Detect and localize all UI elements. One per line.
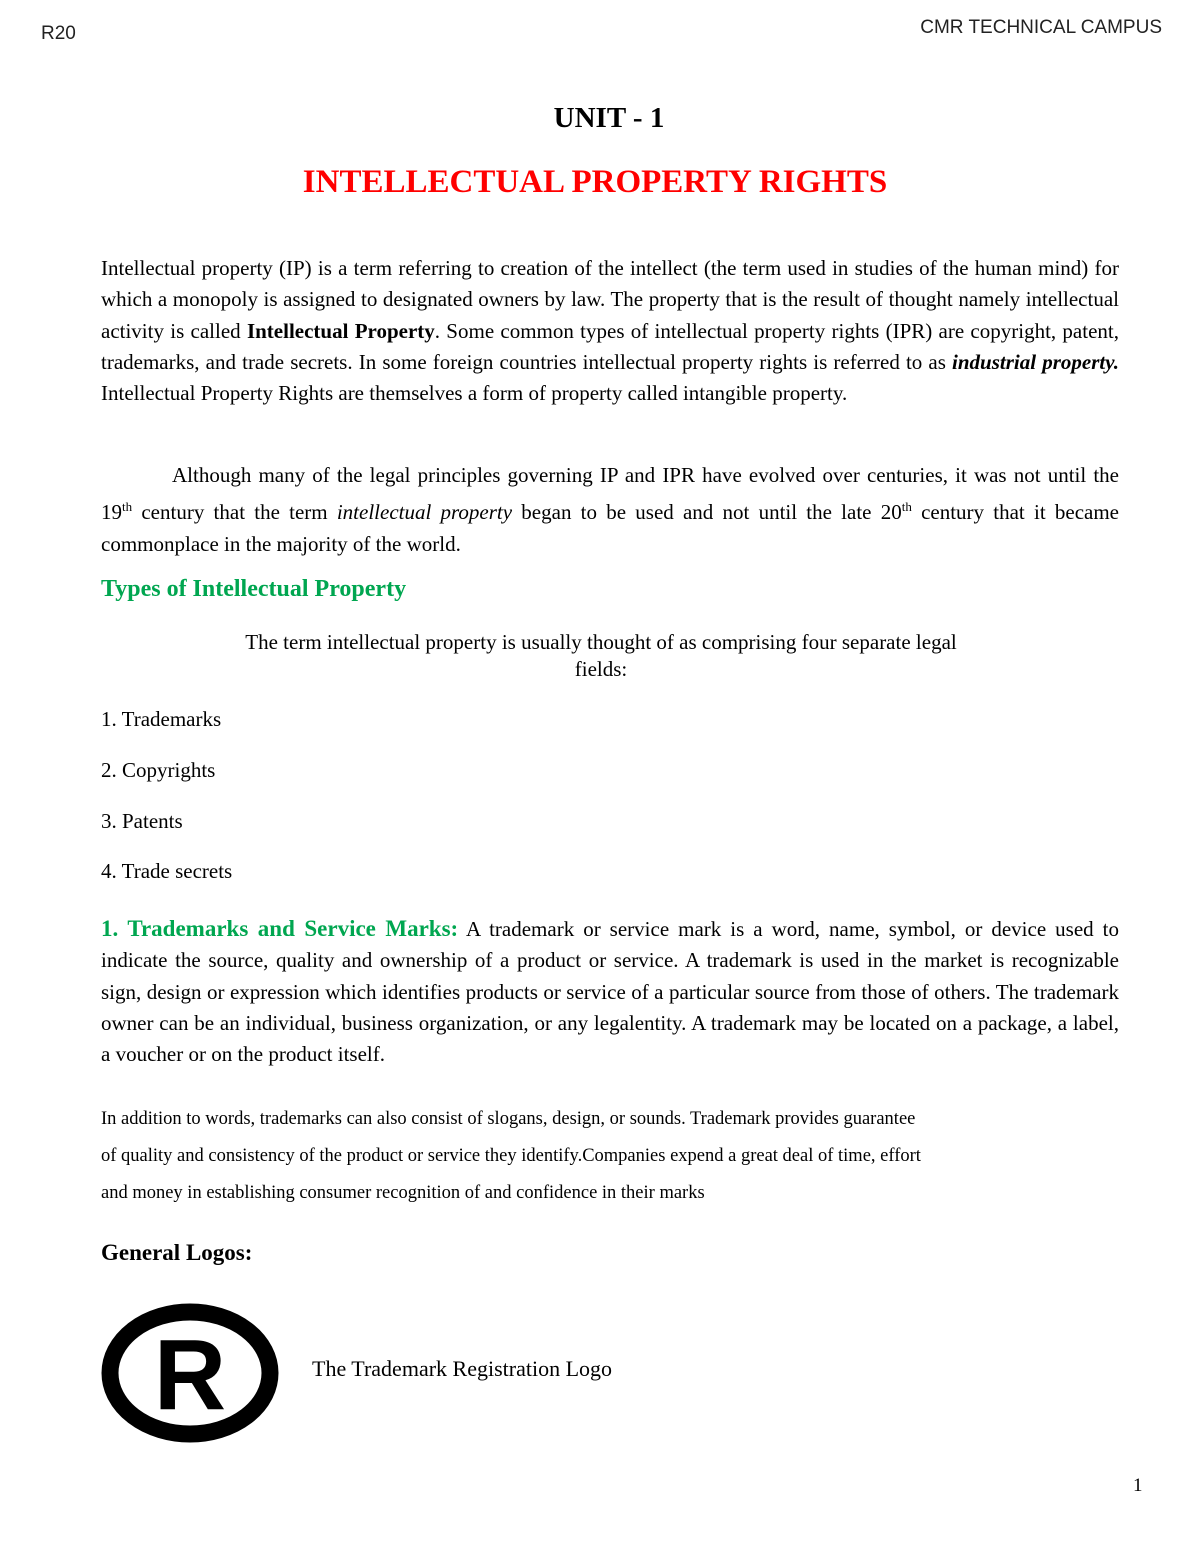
registered-trademark-icon	[100, 1302, 280, 1444]
trademarks-heading: 1. Trademarks and Service Marks:	[101, 916, 459, 941]
page-title: INTELLECTUAL PROPERTY RIGHTS	[302, 164, 888, 200]
history-paragraph: Although many of the legal principles governing IP and IPR have evolved over centuries, it was not until the 19th century that the term intellectual property began to be used and not until the late 20th century that it became commonplace in the majority of the world.	[101, 463, 1119, 556]
intro-paragraph: Intellectual property (IP) is a term referring to creation of the intellect (the term used in studies of the human mind) for which a monopoly is assigned to designated owners by law. The property that is the result of thought namely intellectual activity is called Intellectual Property. Some common types of intellectual property rights (IPR) are copyright, patent, trademarks, and trade secrets. In some foreign countries intellectual property rights is referred to as industrial property. Intellectual Property Rights are themselves a form of property called intangible property.	[101, 256, 1119, 406]
logo-caption: The Trademark Registration Logo	[312, 1356, 613, 1381]
unit-heading: UNIT - 1	[553, 102, 665, 134]
page-number: 1	[1133, 1475, 1143, 1496]
addition-paragraph: In addition to words, trademarks can also consist of slogans, design, or sounds. Trademark provides guarantee of quality and consistency of the product or service they identify.Companies expend a great deal of time, effort and money in establishing consumer recognition of and confidence in their marks	[101, 1109, 921, 1203]
header-code: R20	[41, 23, 76, 44]
list-item: 3. Patents	[101, 809, 183, 833]
types-intro: The term intellectual property is usually thought of as comprising four separate legal fields:	[245, 630, 957, 681]
list-item: 2. Copyrights	[101, 758, 216, 782]
registered-letter: R	[153, 1319, 227, 1431]
header-institution: CMR TECHNICAL CAMPUS	[920, 17, 1162, 38]
logos-heading: General Logos:	[101, 1240, 253, 1265]
list-item: 1. Trademarks	[101, 707, 222, 731]
trademarks-paragraph: 1. Trademarks and Service Marks: A trademark or service mark is a word, name, symbol, or device used to indicate the source, quality and ownership of a product or service. A trademark is used in the market is recognizable sign, design or expression which identifies products or service of a particular source from those of others. The trademark owner can be an individual, business organization, or any legalentity. A trademark may be located on a package, a label, a voucher or on the product itself.	[101, 916, 1119, 1067]
list-item: 4. Trade secrets	[101, 859, 233, 883]
types-heading: Types of Intellectual Property	[101, 576, 407, 602]
